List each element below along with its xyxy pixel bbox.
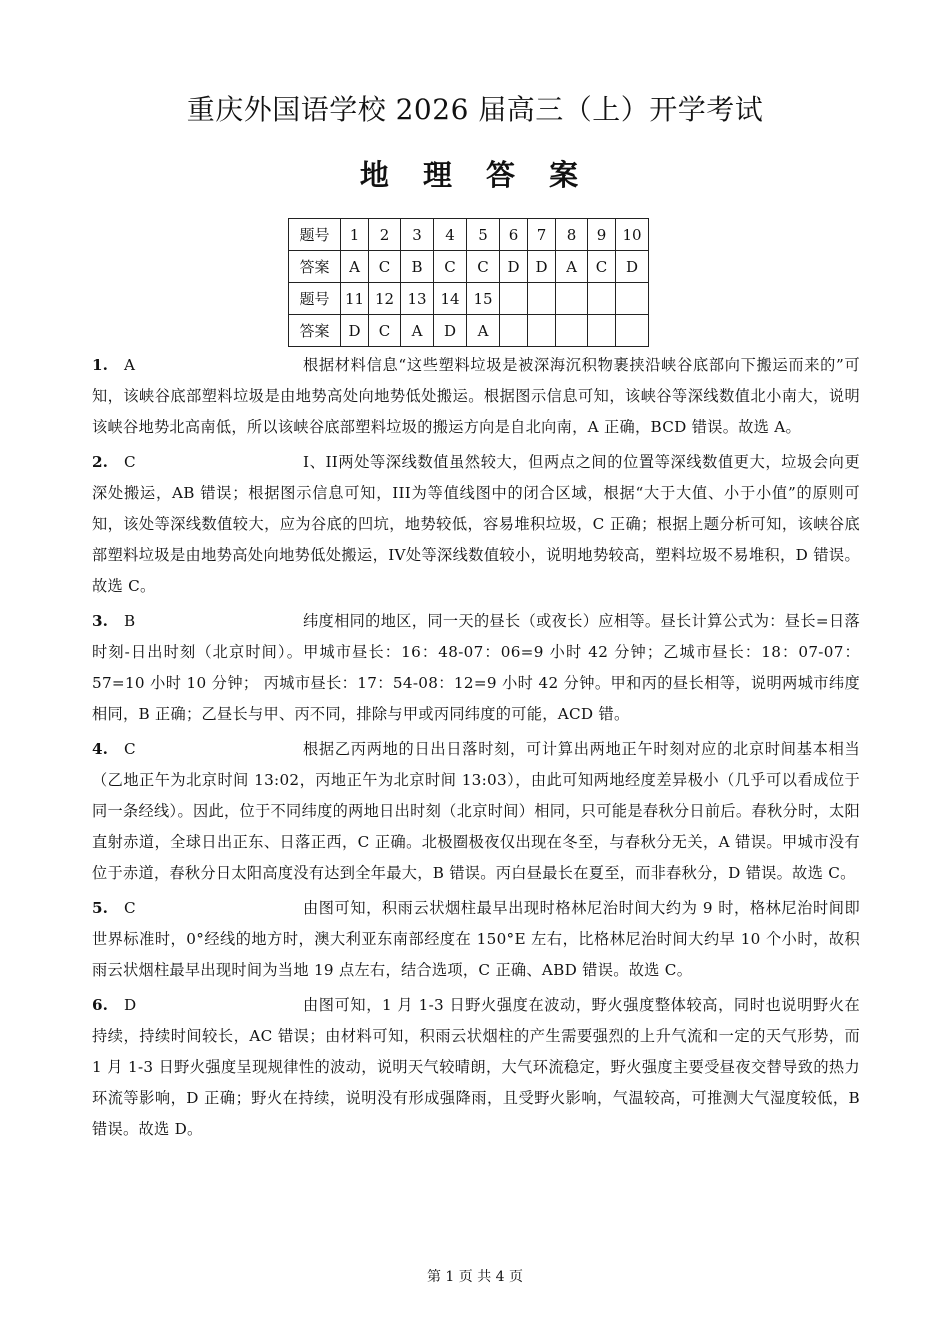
table-row [289,315,649,347]
table-cell: 10 [616,219,649,251]
table-cell: 6 [500,219,528,251]
item-explanation: 根据乙丙两地的日出日落时刻，可计算出两地正午时刻对应的北京时间基本相当（乙地正午为北京时间 13:02，丙地正午为北京时间 13:03），由此可知两地经度差异极小（几乎可以看成位于同一条经线）。因此，位于不同纬度的两地日出时刻（北京时间）相同，只可能是春秋分日前后。春秋分时，太阳直射赤道，全球日出正东、日落正西，C 正确。北极圈极夜仅出现在冬至，与春秋分无关，A 错误。甲城市没有位于赤道，春秋分日太阳高度没有达到全年最大，B 错误。丙白昼最长在夏至，而非春秋分，D 错误。故选 C。 [92,740,860,882]
item-number: 4. [92,740,108,758]
table-cell: 1 [341,219,369,251]
table-cell: 15 [467,283,500,315]
table-cell: 13 [401,283,434,315]
table-row [289,251,649,283]
table-row [289,283,649,315]
table-row-header: 题号 [289,283,341,315]
explanation-list [92,350,860,1149]
table-cell: 3 [401,219,434,251]
item-explanation: 由图可知，1 月 1-3 日野火强度在波动，野火强度整体较高，同时也说明野火在持续，持续时间较长，AC 错误；由材料可知，积雨云状烟柱的产生需要强烈的上升气流和一定的天气形势，而 1 月 1-3 日野火强度呈现规律性的波动，说明天气较晴朗，大气环流稳定，野火强度主要受昼夜交替导致的热力环流等影响，D 正确；野火在持续，说明没有形成强降雨，且受野火影响，气温较高，可推测大气湿度较低，B 错误。故选 D。 [92,996,860,1138]
table-cell: 4 [434,219,467,251]
table-cell: 12 [369,283,401,315]
list-item [92,990,860,1145]
table-cell: D [500,251,528,283]
table-cell: 9 [588,219,616,251]
item-number: 1. [92,356,108,374]
item-answer: A [124,356,135,374]
answer-table [288,218,649,347]
item-number: 5. [92,899,108,917]
table-row-header: 题号 [289,219,341,251]
table-cell: 14 [434,283,467,315]
table-cell [616,283,649,315]
item-explanation: I、II两处等深线数值虽然较大，但两点之间的位置等深线数值更大，垃圾会向更深处搬运，AB 错误；根据图示信息可知，III为等值线图中的闭合区域，根据“大于大值、小于小值”的原则可知，该处等深线数值较大，应为谷底的凹坑，地势较低，容易堆积垃圾，C 正确；根据上题分析可知，该峡谷底部塑料垃圾是由地势高处向地势低处搬运，IV处等深线数值较小，说明地势较高，塑料垃圾不易堆积，D 错误。故选 C。 [92,453,860,595]
list-item [92,893,860,986]
table-cell: A [341,251,369,283]
table-cell: A [556,251,588,283]
item-explanation: 根据材料信息“这些塑料垃圾是被深海沉积物裹挟沿峡谷底部向下搬运而来的”可知，该峡谷底部塑料垃圾是由地势高处向地势低处搬运。根据图示信息可知，该峡谷等深线数值北小南大，说明该峡谷地势北高南低，所以该峡谷底部塑料垃圾的搬运方向是自北向南，A 正确，BCD 错误。故选 A。 [92,356,860,436]
item-explanation: 由图可知，积雨云状烟柱最早出现时格林尼治时间大约为 9 时，格林尼治时间即世界标准时，0°经线的地方时，澳大利亚东南部经度在 150°E 左右，比格林尼治时间大约早 10 个小时，故积雨云状烟柱最早出现时间为当地 19 点左右，结合选项，C 正确、ABD 错误。故选 C。 [92,899,860,979]
table-cell [588,283,616,315]
table-cell [556,315,588,347]
table-cell: D [434,315,467,347]
table-cell: C [369,251,401,283]
table-row-header: 答案 [289,251,341,283]
item-number: 2. [92,453,108,471]
item-answer: C [124,899,136,917]
table-cell: 8 [556,219,588,251]
table-cell: C [434,251,467,283]
table-cell: B [401,251,434,283]
table-cell: D [528,251,556,283]
table-cell: D [341,315,369,347]
list-item [92,734,860,889]
table-cell [616,315,649,347]
list-item [92,350,860,443]
table-cell: 11 [341,283,369,315]
table-cell: 5 [467,219,500,251]
table-cell [528,315,556,347]
item-number: 3. [92,612,108,630]
table-cell: C [467,251,500,283]
table-cell [556,283,588,315]
table-cell: 2 [369,219,401,251]
table-cell [500,283,528,315]
list-item [92,606,860,730]
page-title: 重庆外国语学校 2026 届高三（上）开学考试 [186,93,764,126]
item-explanation: 纬度相同的地区，同一天的昼长（或夜长）应相等。昼长计算公式为：昼长=日落时刻-日出时刻（北京时间）。甲城市昼长：16：48-07：06=9 小时 42 分钟；乙城市昼长：18：07-07：57=10 小时 10 分钟； 丙城市昼长：17：54-08：12=9 小时 42 分钟。甲和丙的昼长相等，说明两城市纬度相同，B 正确；乙昼长与甲、丙不同，排除与甲或丙同纬度的可能，ACD 错。 [92,612,860,723]
table-cell: 7 [528,219,556,251]
table-cell: A [401,315,434,347]
table-cell [500,315,528,347]
item-answer: C [124,740,136,758]
table-cell [528,283,556,315]
table-cell [588,315,616,347]
table-cell: C [588,251,616,283]
list-item [92,447,860,602]
page-subtitle: 地 理 答 案 [359,158,591,192]
table-row [289,219,649,251]
item-number: 6. [92,996,108,1014]
table-cell: D [616,251,649,283]
table-row-header: 答案 [289,315,341,347]
item-answer: C [124,453,136,471]
table-cell: C [369,315,401,347]
item-answer: D [124,996,137,1014]
page-footer: 第 1 页 共 4 页 [426,1269,524,1285]
item-answer: B [124,612,136,630]
table-cell: A [467,315,500,347]
